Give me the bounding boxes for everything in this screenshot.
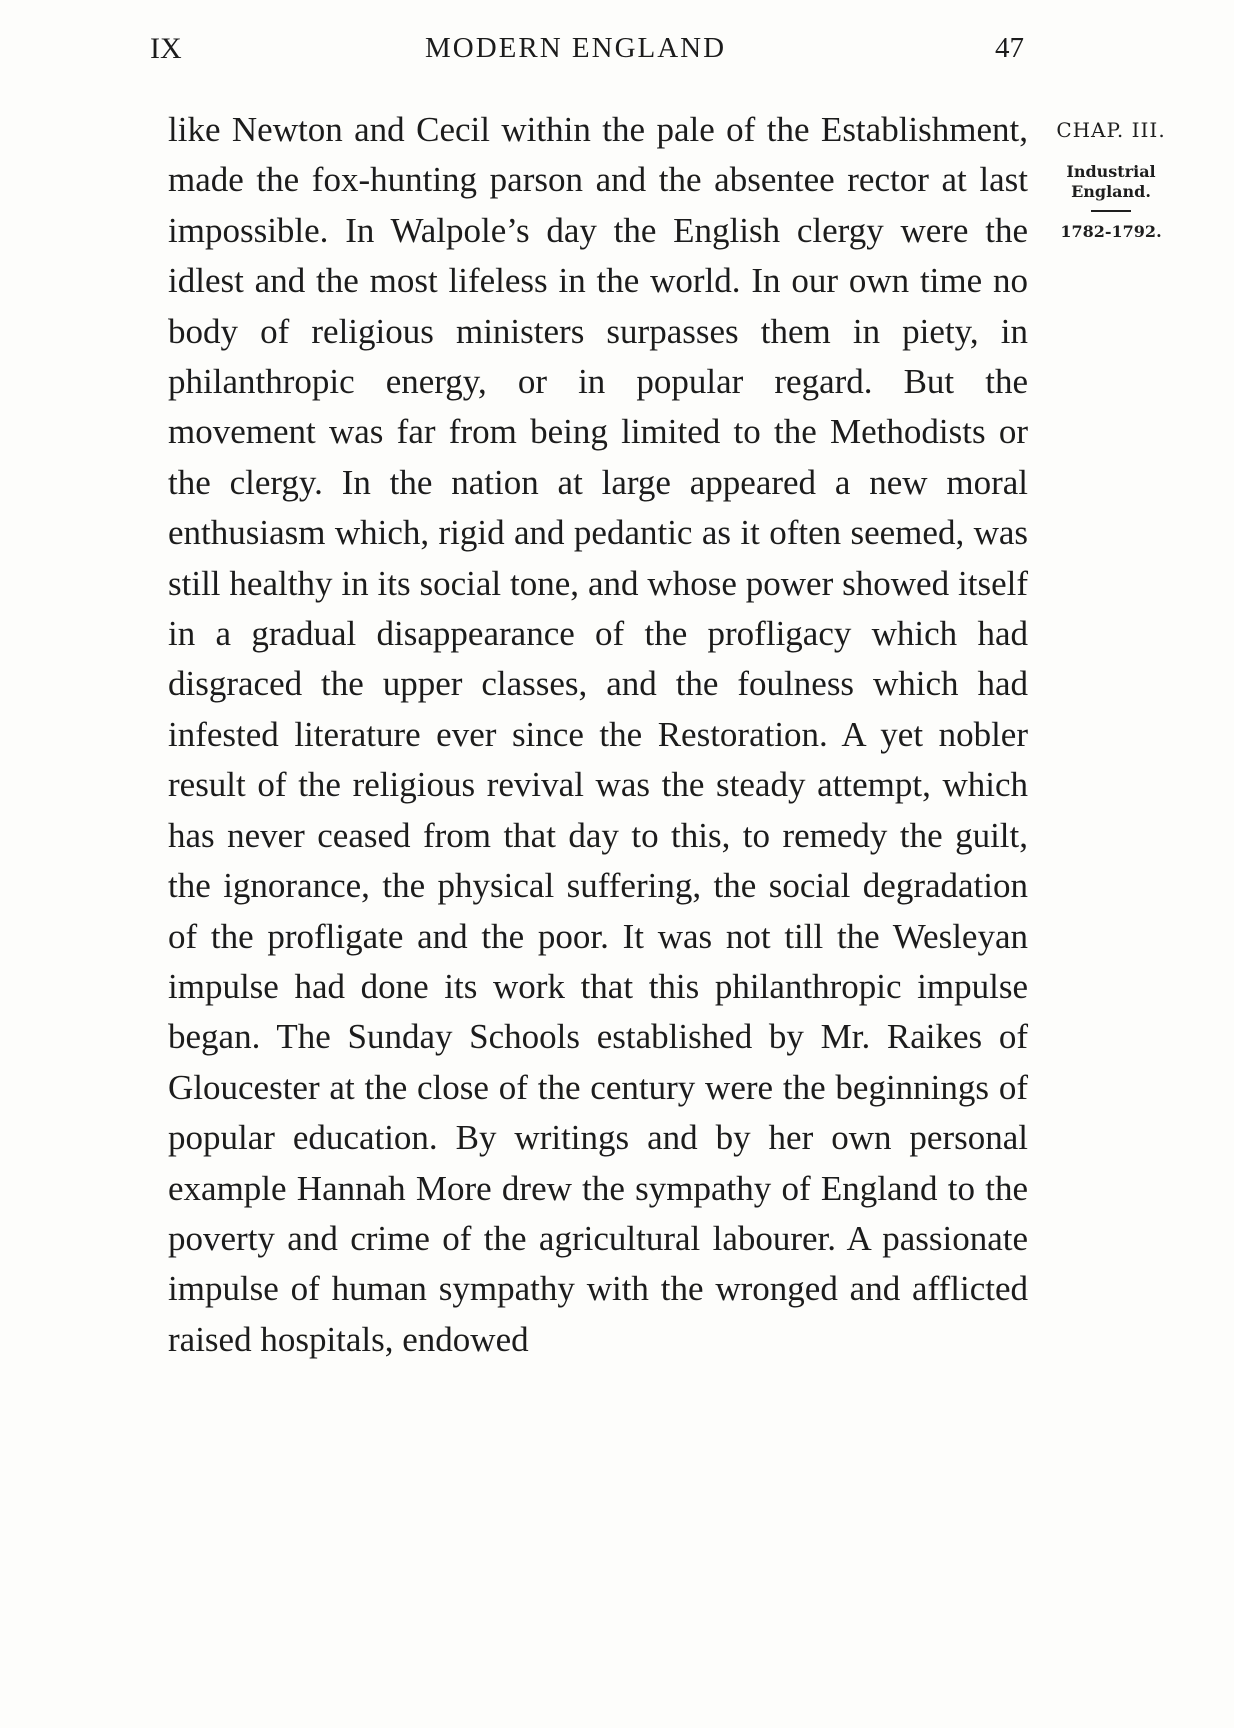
page-number: 47 (995, 32, 1024, 64)
margin-note-chapter: CHAP. III. (1056, 118, 1166, 142)
body-paragraph: like Newton and Cecil within the pale of the Establishment, made the fox-hunting parson and the absentee rector at last impossible. In Walpole’s day the English clergy were the idlest and the most lifeless in the world. In our own time no body of religious ministers surpasses them in piety, in philanthropic energy, or in popular regard. But the movement was far from being limited to the Methodists or the clergy. In the nation at large appeared a new moral enthusiasm which, rigid and pedantic as it often seemed, was still healthy in its social tone, and whose power showed itself in a gradual disappearance of the profligacy which had disgraced the upper classes, and the foulness which had infested literature ever since the Restoration. A yet nobler result of the religious revival was the steady attempt, which has never ceased from that day to this, to remedy the guilt, the ignorance, the physical suffering, the social degradation of the profligate and the poor. It was not till the Wesleyan impulse had done its work that this philanthropic impulse began. The Sunday Schools established by Mr. Raikes of Gloucester at the close of the century were the beginnings of popular education. By writings and by her own personal example Hannah More drew the sympathy of England to the poverty and crime of the agricultural labourer. A passionate impulse of human sympathy with the wronged and afflicted raised hospitals, endowed (168, 110, 1028, 1359)
margin-note-dates: 1782-1792. (1060, 222, 1162, 241)
margin-note-divider (1091, 210, 1131, 212)
chapter-number: IX (150, 32, 182, 65)
margin-note-topic: Industrial England. (1066, 162, 1156, 201)
running-title: MODERN ENGLAND (425, 32, 727, 64)
margin-note (1036, 118, 1186, 241)
running-head (150, 32, 1030, 72)
